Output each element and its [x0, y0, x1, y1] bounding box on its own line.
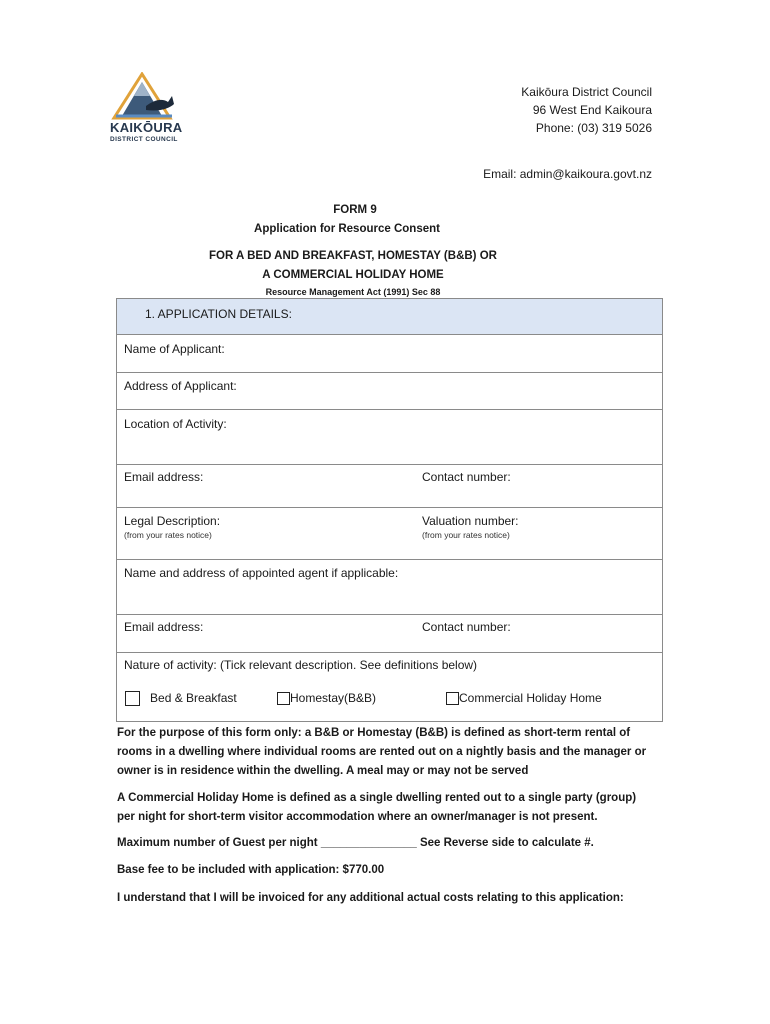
- applicant-address-label: Address of Applicant:: [124, 379, 237, 393]
- bnb-definition: [117, 724, 662, 781]
- holiday-home-definition-line: per night for short-term visitor accommodation where an owner/manager is not present.: [117, 811, 598, 823]
- council-email: Email: admin@kaikoura.govt.nz: [483, 167, 652, 181]
- council-logo: [106, 72, 186, 148]
- agent-label: Name and address of appointed agent if applicable:: [124, 566, 399, 580]
- bnb-definition-line: owner is in residence within the dwelling. A meal may or may not be served: [117, 765, 529, 777]
- option-commercial-holiday-home[interactable]: [446, 691, 602, 705]
- checkbox-icon[interactable]: [277, 692, 290, 705]
- application-details-table: [116, 298, 663, 722]
- legislation-reference: Resource Management Act (1991) Sec 88: [265, 287, 441, 297]
- activity-location-field[interactable]: [117, 410, 662, 465]
- legal-valuation-row: [117, 508, 662, 560]
- agent-email-label: Email address:: [124, 620, 204, 634]
- section-header-label: 1. APPLICATION DETAILS:: [145, 307, 292, 321]
- mountain-whale-icon: [106, 72, 186, 122]
- invoice-acknowledgement: I understand that I will be invoiced for any additional actual costs relating to this application:: [117, 892, 624, 904]
- logo-subtitle: DISTRICT COUNCIL: [110, 136, 178, 143]
- form-number: FORM 9: [333, 204, 377, 216]
- contact-line: 96 West End Kaikoura: [532, 103, 652, 117]
- agent-contact-label: Contact number:: [422, 620, 511, 634]
- contact-line: Kaikōura District Council: [521, 85, 652, 99]
- council-address: [521, 83, 652, 137]
- holiday-home-definition: [117, 789, 662, 827]
- bnb-definition-line: rooms in a dwelling where individual rooms are rented out on a nightly basis and the manager or: [117, 746, 647, 758]
- max-guests-line: Maximum number of Guest per night _______________ See Reverse side to calculate #.: [117, 837, 594, 849]
- form-title: Application for Resource Consent: [254, 223, 440, 235]
- contact-number-label: Contact number:: [422, 470, 511, 484]
- applicant-name-field[interactable]: [117, 335, 662, 373]
- contact-line: Phone: (03) 319 5026: [535, 121, 652, 135]
- option-label: Bed & Breakfast: [150, 691, 237, 705]
- valuation-number-note: (from your rates notice): [422, 530, 510, 540]
- option-bed-breakfast[interactable]: [125, 691, 237, 706]
- option-label: Homestay(B&B): [290, 691, 377, 705]
- applicant-name-label: Name of Applicant:: [124, 342, 225, 356]
- applicant-address-field[interactable]: [117, 373, 662, 410]
- base-fee-line: Base fee to be included with application: $770.00: [117, 864, 385, 876]
- checkbox-icon[interactable]: [125, 691, 140, 706]
- checkbox-icon[interactable]: [446, 692, 459, 705]
- nature-of-activity-row: [117, 653, 662, 721]
- nature-of-activity-label: Nature of activity: (Tick relevant description. See definitions below): [124, 658, 478, 672]
- section-header: [117, 299, 662, 335]
- option-homestay[interactable]: [277, 691, 376, 705]
- legal-description-label: Legal Description:: [124, 514, 221, 528]
- option-label: Commercial Holiday Home: [459, 691, 602, 705]
- email-contact-row: [117, 465, 662, 508]
- valuation-number-label: Valuation number:: [422, 514, 519, 528]
- legal-description-note: (from your rates notice): [124, 530, 212, 540]
- bnb-definition-line: For the purpose of this form only: a B&B or Homestay (B&B) is defined as short-term rental of: [117, 727, 631, 739]
- email-label: Email address:: [124, 470, 204, 484]
- activity-location-label: Location of Activity:: [124, 417, 227, 431]
- form-subject-line1: FOR A BED AND BREAKFAST, HOMESTAY (B&B) OR: [209, 250, 497, 262]
- logo-wordmark: KAIKŌURA: [110, 120, 183, 135]
- form-subject-line2: A COMMERCIAL HOLIDAY HOME: [262, 269, 444, 281]
- agent-field[interactable]: [117, 560, 662, 615]
- holiday-home-definition-line: A Commercial Holiday Home is defined as a single dwelling rented out to a single party (group): [117, 792, 637, 804]
- agent-email-contact-row: [117, 615, 662, 653]
